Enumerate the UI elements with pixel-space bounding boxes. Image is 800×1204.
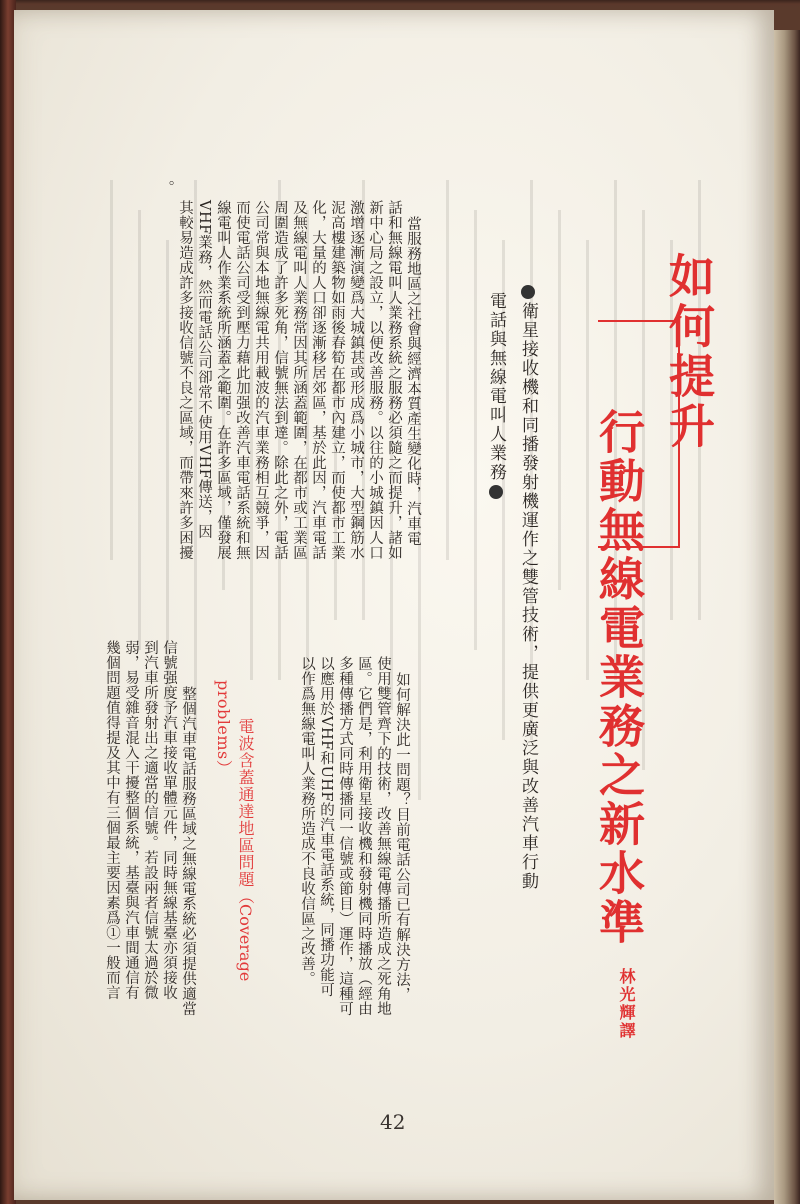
page-number: 42 <box>380 1110 406 1134</box>
intro-col-4: 激增逐漸演變爲大城鎮甚或形成爲小城市，大型鋼筋水 <box>348 200 364 560</box>
solution-col-2: 使用雙管齊下的技術，改善無線電傳播所造成之死角地 <box>375 656 391 1016</box>
intro-col-13: 其較易造成許多接收信號不良之區域，而帶來許多困擾 <box>177 200 193 560</box>
section-col-1: 整個汽車電話服務區域之無線電系統必須提供適當 <box>180 686 196 1016</box>
solution-col-6: 以作爲無線電叫人業務所造成不良收信區之改善。 <box>299 656 315 986</box>
intro-col-9: 公司常與本地無線電共用載波的汽車業務相互競爭，因 <box>253 200 269 560</box>
intro-col-6: 化，大量的人口卻逐漸移居郊區，基於此因，汽車電話 <box>310 200 326 560</box>
section-col-5: 幾個問題值得提及其中有三個最主要因素爲①一般而言 <box>104 640 120 1000</box>
section-col-4: 弱，易受雜音混入干擾整個系統，基臺與汽車間通信有 <box>123 640 139 1000</box>
author-credit: 林光輝譯 <box>617 968 636 1040</box>
title-line-1: 如何提升 <box>662 252 716 452</box>
section-heading-english-close: problems） <box>214 680 233 777</box>
section-heading-chinese: 電波含蓋通達地區問題 <box>236 718 255 888</box>
intro-col-2: 話和無線電叫人業務系統之服務必須隨之而提升，諸如 <box>386 200 402 560</box>
subtitle-text-2: 電話與無線電叫人業務 <box>486 292 506 482</box>
intro-col-8: 周圍造成了許多死角，信號無法到達。除此之外，電話 <box>272 200 288 560</box>
solution-col-3: 區。它們是，利用衛星接收機和發射機同時播放（經由 <box>356 656 372 1016</box>
subtitle-line-1 <box>516 282 541 891</box>
section-col-3: 到汽車所發射出之適當的信號。若設兩者信號太過於微 <box>142 640 158 1000</box>
solution-col-4: 多種傳播方式同時傳播同一信號或節目）運作，這種可 <box>337 656 353 1016</box>
bullet-icon <box>521 285 535 299</box>
solution-col-5: 以應用於VHF和UHF的汽車電話系統，同播功能可 <box>318 656 334 998</box>
page-edge <box>774 30 800 1204</box>
intro-col-3: 新中心局之設立，以便改善服務。以往的小城鎮因人口 <box>367 200 383 560</box>
show-through-line <box>558 210 561 590</box>
intro-col-1: 當服務地區之社會與經濟本質產生變化時，汽車電 <box>405 216 421 546</box>
section-heading <box>234 718 256 981</box>
title-line-2: 行動無線電業務之新水準 <box>592 408 646 947</box>
intro-col-12: VHF業務，然而電話公司卻常不使用VHF傳送，因 <box>196 200 212 540</box>
show-through-line <box>474 210 477 650</box>
bullet-icon <box>489 485 503 499</box>
show-through-line <box>110 180 113 560</box>
section-heading-english: （Coverage <box>236 888 255 982</box>
solution-col-1: 如何解決此一問題？目前電話公司已有解決方法， <box>394 672 410 1002</box>
subtitle-line-2 <box>484 292 509 502</box>
intro-col-10: 而使電話公司受到壓力藉此加强改善汽車電話系統和無 <box>234 200 250 560</box>
subtitle-text-1: 衛星接收機和同播發射機運作之雙管技術，提供更廣泛與改善汽車行動 <box>518 302 538 891</box>
intro-col-11: 線電叫人作業系統所涵蓋之範圍。在許多區域，僅發展 <box>215 200 231 560</box>
show-through-line <box>138 210 141 650</box>
intro-col-7: 及無線電叫人業務常因其所涵蓋範圍，在都市或工業區 <box>291 200 307 560</box>
show-through-line <box>446 180 449 560</box>
intro-col-5: 泥高樓建築物如雨後春筍在都市內建立，而使都市工業 <box>329 200 345 560</box>
intro-col-14: 。 <box>158 180 174 195</box>
section-col-2: 信號强度予汽車接收單體元件，同時無線基臺亦須接收 <box>161 640 177 1000</box>
